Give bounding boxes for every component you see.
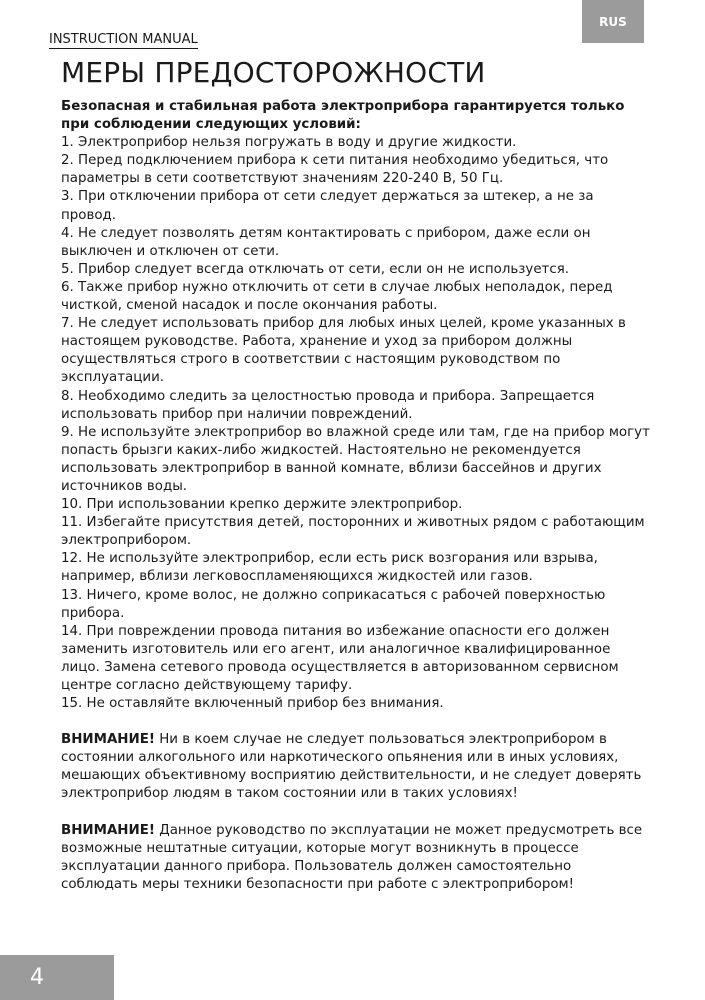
list-item: 1. Электроприбор нельзя погружать в воду и другие жидкости. [61, 135, 517, 151]
page-number: 4 [0, 955, 114, 1000]
warning-label: ВНИМАНИЕ! [61, 822, 155, 838]
list-item: 4. Не следует позволять детям контактировать с прибором, даже если он выключен и отключен от сети. [61, 225, 591, 259]
list-item: 8. Необходимо следить за целостностью провода и прибора. Запрещается использовать прибор при наличии повреждений. [61, 388, 595, 422]
language-tab: RUS [582, 0, 644, 43]
precautions-content [61, 98, 651, 894]
list-item: 6. Также прибор нужно отключить от сети в случае любых неполадок, перед чисткой, сменой насадок и после окончания работы. [61, 279, 613, 314]
list-item: 12. Не используйте электроприбор, если есть риск возгорания или взрыва, например, вблизи легковоспламеняющихся жидкостей или газов. [61, 551, 598, 585]
list-item: 3. При отключении прибора от сети следует держаться за штекер, а не за провод. [61, 189, 594, 223]
list-item: 2. Перед подключением прибора к сети питания необходимо убедиться, что параметры в сети соответствуют значениям 220-240 В, 50 Гц. [61, 153, 609, 187]
list-item: 9. Не используйте электроприбор во влажной среде или там, где на прибор могут попасть брызги каких-либо жидкостей. Настоятельно не рекомендуется использовать электроприбор в ванной комнате, вблизи бассейнов и других источников воды. [61, 424, 650, 494]
manual-label: INSTRUCTION MANUAL [49, 32, 198, 47]
warning-text: Ни в коем случае не следует пользоваться электроприбором в состоянии алкогольного или наркотического опьянения или в иных условиях, мешающих объективному восприятию действительности, и не следует доверять электроприбор людям в таком состоянии или в таких условиях! [61, 732, 642, 802]
list-item: 10. При использовании крепко держите электроприбор. [61, 497, 463, 513]
warning-paragraph [61, 822, 651, 894]
warning-label: ВНИМАНИЕ! [61, 732, 155, 748]
intro-text: Безопасная и стабильная работа электроприбора гарантируется только при соблюдении следующих условий: [61, 99, 625, 133]
list-item: 13. Ничего, кроме волос, не должно соприкасаться с рабочей поверхностью прибора. [61, 587, 606, 621]
list-item: 5. Прибор следует всегда отключать от сети, если он не используется. [61, 261, 570, 277]
warning-paragraph [61, 731, 651, 803]
list-item: 14. При повреждении провода питания во избежание опасности его должен заменить изготовитель или его агент, или аналогичное квалифицированное лицо. Замена сетевого провода осуществляется в авторизованном сервисном центре согласно действующему тарифу. [61, 623, 619, 693]
list-item: 7. Не следует использовать прибор для любых иных целей, кроме указанных в настоящем руководстве. Работа, хранение и уход за прибором должны осуществляться строго в соответствии с настоящим руководством по эксплуатации. [61, 316, 626, 386]
warning-text: Данное руководство по эксплуатации не может предусмотреть все возможные нештатные ситуации, которые могут возникнуть в процессе эксплуатации данного прибора. Пользователь должен самостоятельно соблюдать меры техники безопасности при работе с электроприбором! [61, 822, 643, 892]
list-item: 15. Не оставляйте включенный прибор без внимания. [61, 696, 444, 712]
page-title: МЕРЫ ПРЕДОСТОРОЖНОСТИ [61, 56, 486, 89]
list-item: 11. Избегайте присутствия детей, посторонних и животных рядом с работающим электроприбором. [61, 515, 645, 549]
